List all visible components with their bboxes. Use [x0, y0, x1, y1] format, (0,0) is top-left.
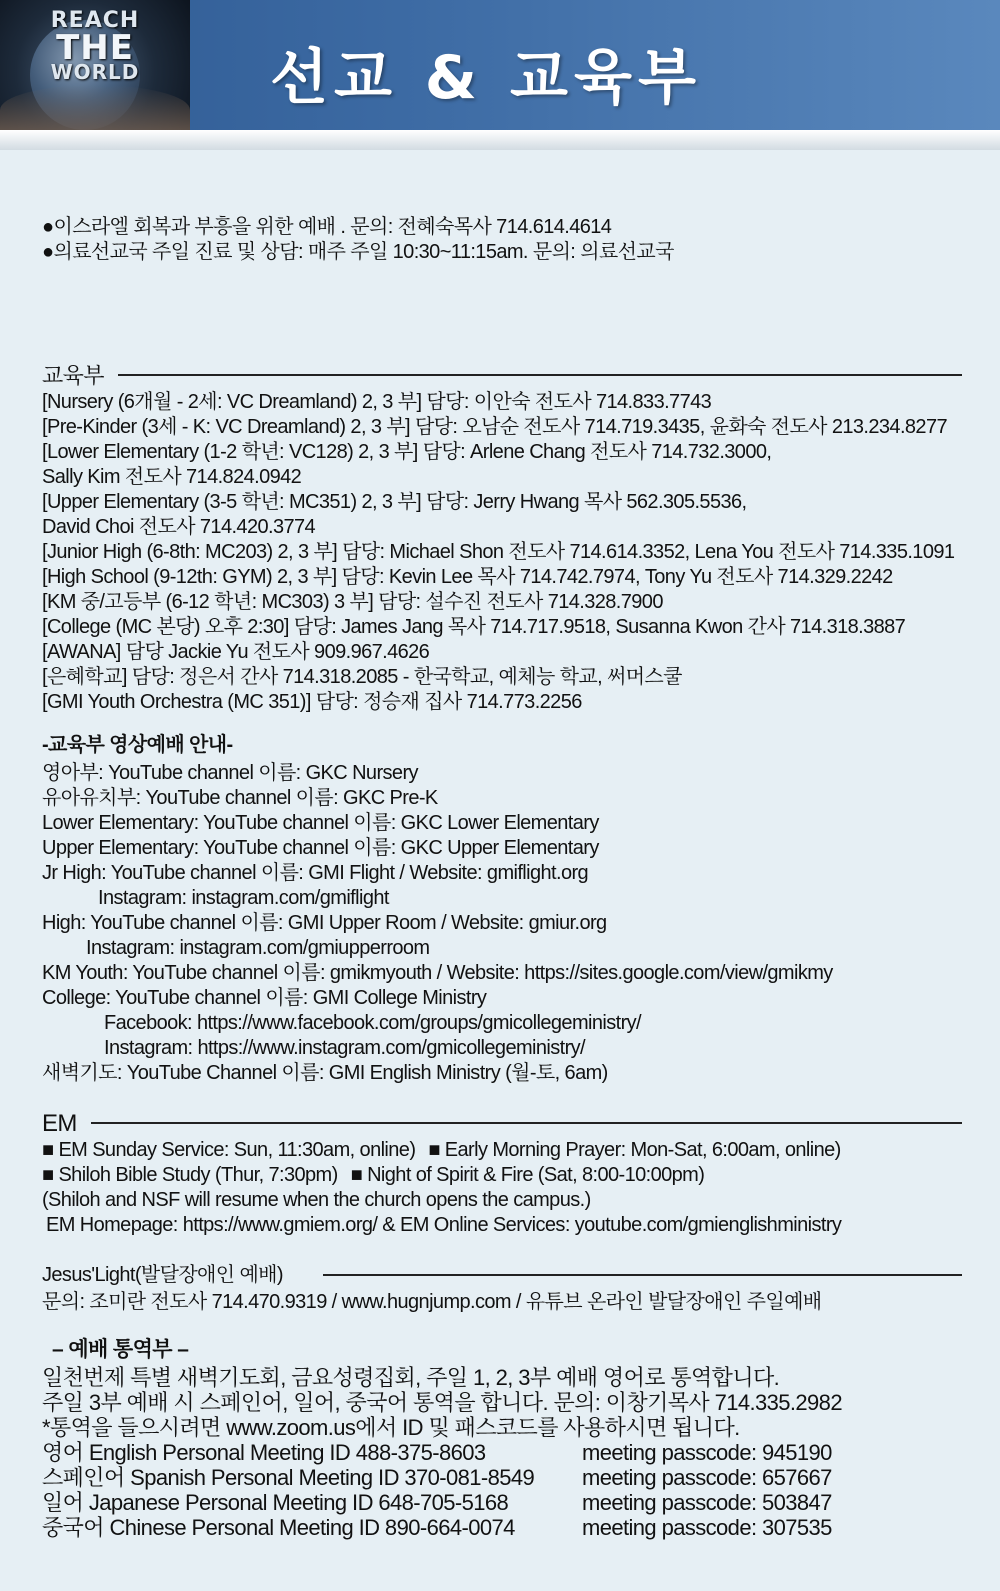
meeting-passcode-english: meeting passcode: 945190 [582, 1440, 832, 1465]
meeting-row-english [42, 1440, 962, 1465]
meeting-passcode-japanese: meeting passcode: 503847 [582, 1490, 832, 1515]
jesus-light-heading-rule [323, 1274, 962, 1276]
jesus-light-heading [42, 1260, 962, 1290]
video-line: 유아유치부: YouTube channel 이름: GKC Pre-K [42, 787, 438, 809]
em-shiloh-bible-study: ■ Shiloh Bible Study (Thur, 7:30pm) [42, 1164, 338, 1186]
meeting-row-spanish [42, 1465, 962, 1490]
reach-the-world-logo [0, 0, 190, 130]
hands-icon [0, 85, 190, 130]
em-note: (Shiloh and NSF will resume when the church opens the campus.) [42, 1189, 591, 1211]
logo-text-the: THE [56, 28, 134, 68]
video-line: Jr High: YouTube channel 이름: GMI Flight / Website: gmiflight.org [42, 862, 589, 884]
em-line-2 [42, 1163, 962, 1188]
em-heading-rule [91, 1122, 962, 1124]
edu-line: [Lower Elementary (1-2 학년: VC128) 2, 3 부] 담당: Arlene Chang 전도사 714.732.3000, [42, 441, 772, 463]
em-heading [42, 1108, 962, 1138]
jesus-light-contact: 문의: 조미란 전도사 714.470.9319 / www.hugnjump.com / 유튜브 온라인 발달장애인 주일예배 [42, 1291, 822, 1313]
edu-line: [Nursery (6개월 - 2세: VC Dreamland) 2, 3 부] 담당: 이안숙 전도사 714.833.7743 [42, 391, 712, 413]
edu-line: [은혜학교] 담당: 정은서 간사 714.318.2085 - 한국학교, 예체능 학교, 써머스쿨 [42, 666, 682, 688]
notice-israel: ●이스라엘 회복과 부흥을 위한 예배 . 문의: 전혜숙목사 714.614.4614 [42, 216, 612, 238]
edu-line: [High School (9-12th: GYM) 2, 3 부] 담당: Kevin Lee 목사 714.742.7974, Tony Yu 전도사 714.329.2242 [42, 566, 893, 588]
college-facebook-line: Facebook: https://www.facebook.com/groups/gmicollegeministry/ [104, 1012, 641, 1034]
video-line: Upper Elementary: YouTube channel 이름: GKC Upper Elementary [42, 837, 599, 859]
dawn-prayer-line: 새벽기도: YouTube Channel 이름: GMI English Ministry (월-토, 6am) [42, 1062, 608, 1084]
km-youth-line: KM Youth: YouTube channel 이름: gmikmyouth / Website: https://sites.google.com/view/gmikmy [42, 962, 833, 984]
header-banner [0, 0, 1000, 130]
education-heading-rule [118, 374, 962, 376]
em-early-morning-prayer: ■ Early Morning Prayer: Mon-Sat, 6:00am, online) [428, 1139, 840, 1161]
edu-line: [Upper Elementary (3-5 학년: MC351) 2, 3 부] 담당: Jerry Hwang 목사 562.305.5536, [42, 491, 747, 513]
college-instagram-line: Instagram: https://www.instagram.com/gmicollegeministry/ [104, 1037, 586, 1059]
education-heading-label: 교육부 [42, 362, 104, 388]
high-line: High: YouTube channel 이름: GMI Upper Room / Website: gmiur.org [42, 912, 607, 934]
page-title: 선교 & 교육부 [270, 43, 702, 113]
education-heading [42, 360, 962, 390]
em-line-1 [42, 1138, 962, 1163]
interpretation-heading: – 예배 통역부 – [52, 1338, 189, 1361]
video-line: Lower Elementary: YouTube channel 이름: GKC Lower Elementary [42, 812, 599, 834]
meeting-id-japanese: 일어 Japanese Personal Meeting ID 648-705-5168 [42, 1490, 509, 1515]
edu-line: Sally Kim 전도사 714.824.0942 [42, 466, 302, 488]
logo-text-reach: REACH [50, 8, 140, 33]
edu-line: [College (MC 본당) 오후 2:30] 담당: James Jang 목사 714.717.9518, Susanna Kwon 간사 714.318.3887 [42, 616, 906, 638]
meeting-passcode-spanish: meeting passcode: 657667 [582, 1465, 832, 1490]
jr-instagram-line: Instagram: instagram.com/gmiflight [98, 887, 389, 909]
em-links: EM Homepage: https://www.gmiem.org/ & EM Online Services: youtube.com/gmienglishministry [46, 1214, 842, 1236]
interp-line: *통역을 들으시려면 www.zoom.us에서 ID 및 패스코드를 사용하시면 됩니다. [42, 1415, 740, 1440]
edu-line: [GMI Youth Orchestra (MC 351)] 담당: 정승재 집사 714.773.2256 [42, 691, 582, 713]
meeting-row-chinese [42, 1515, 962, 1540]
notice-medical: ●의료선교국 주일 진료 및 상담: 매주 주일 10:30~11:15am. 문의: 의료선교국 [42, 241, 674, 263]
edu-line: [Junior High (6-8th: MC203) 2, 3 부] 담당: Michael Shon 전도사 714.614.3352, Lena You 전도사 714.335.1091 [42, 541, 955, 563]
em-sunday-service: ■ EM Sunday Service: Sun, 11:30am, online) [42, 1139, 415, 1161]
edu-line: [KM 중/고등부 (6-12 학년: MC303) 3 부] 담당: 설수진 전도사 714.328.7900 [42, 591, 663, 613]
header-divider [0, 130, 1000, 150]
meeting-id-english: 영어 English Personal Meeting ID 488-375-8603 [42, 1440, 486, 1465]
edu-line: [AWANA] 담당 Jackie Yu 전도사 909.967.4626 [42, 641, 430, 663]
video-heading: -교육부 영상예배 안내- [42, 734, 233, 756]
em-night-of-spirit: ■ Night of Spirit & Fire (Sat, 8:00-10:00pm) [351, 1164, 705, 1186]
em-heading-label: EM [42, 1109, 77, 1137]
logo-text-world: WORLD [50, 60, 140, 84]
interp-line: 주일 3부 예배 시 스페인어, 일어, 중국어 통역을 합니다. 문의: 이창기목사 714.335.2982 [42, 1390, 842, 1415]
meeting-id-spanish: 스페인어 Spanish Personal Meeting ID 370-081-8549 [42, 1465, 535, 1490]
edu-line: David Choi 전도사 714.420.3774 [42, 516, 316, 538]
meeting-passcode-chinese: meeting passcode: 307535 [582, 1515, 832, 1540]
college-line: College: YouTube channel 이름: GMI College Ministry [42, 987, 487, 1009]
jesus-light-heading-label: Jesus'Light(발달장애인 예배) [42, 1263, 283, 1286]
edu-line: [Pre-Kinder (3세 - K: VC Dreamland) 2, 3 부] 담당: 오남순 전도사 714.719.3435, 윤화숙 전도사 213.234.8277 [42, 416, 947, 438]
meeting-row-japanese [42, 1490, 962, 1515]
interp-line: 일천번제 특별 새벽기도회, 금요성령집회, 주일 1, 2, 3부 예배 영어로 통역합니다. [42, 1365, 780, 1390]
video-line: 영아부: YouTube channel 이름: GKC Nursery [42, 762, 418, 784]
meeting-id-chinese: 중국어 Chinese Personal Meeting ID 890-664-0074 [42, 1515, 515, 1540]
main-content [42, 215, 962, 1540]
high-instagram-line: Instagram: instagram.com/gmiupperroom [86, 937, 430, 959]
